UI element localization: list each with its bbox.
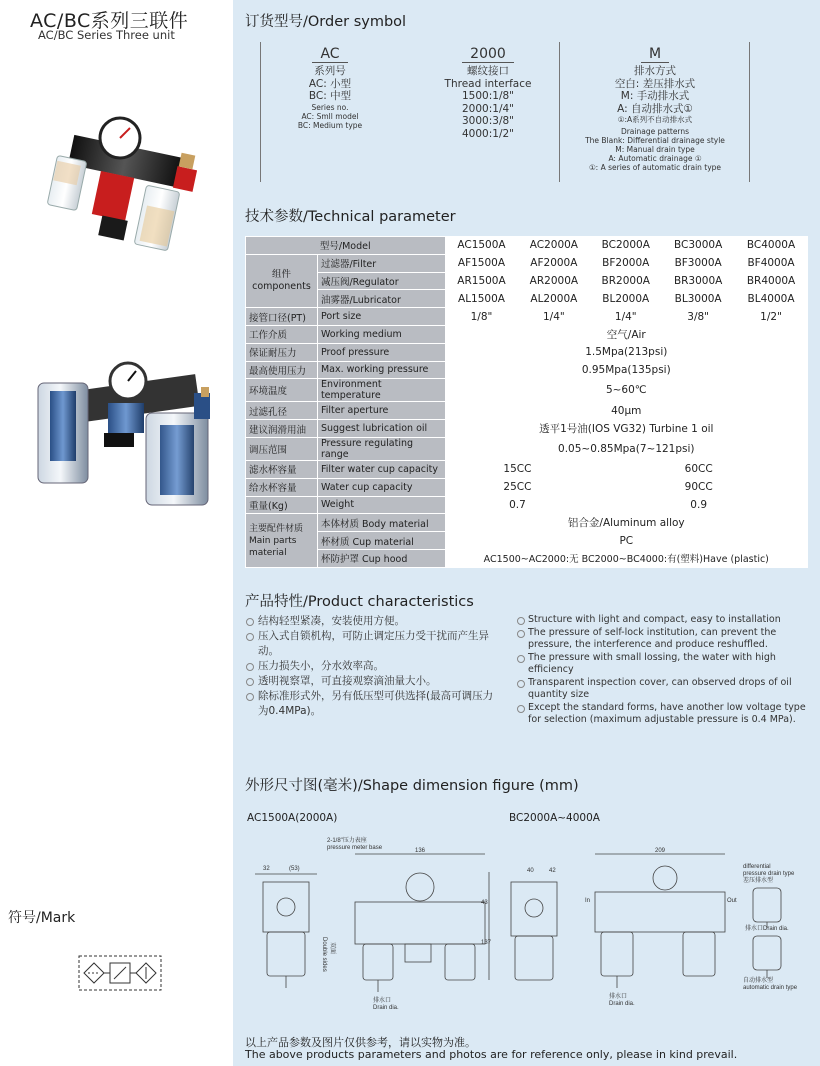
spec-label-cn: 给水杯容量 <box>246 478 318 496</box>
spec-value: 5~60℃ <box>445 379 807 402</box>
spec-value: 40μm <box>445 402 807 420</box>
port-size-cell: 3/8" <box>662 308 735 326</box>
component-cell: BR3000A <box>662 272 735 290</box>
list-item: 除标准形式外，另有低压型可供选择(最高可调压力为0.4MPa)。 <box>245 689 503 719</box>
component-name: 油雾器/Lubricator <box>317 290 445 308</box>
product-subtitle: AC/BC Series Three unit <box>38 28 175 42</box>
mark-label: 符号/Mark <box>8 910 76 926</box>
dim-text: 排水口 <box>609 994 628 1000</box>
list-item: 透明视察罩，可直接观察滴油量大小。 <box>245 674 503 689</box>
component-cell: BF3000A <box>662 254 735 272</box>
spec-label-en: Weight <box>317 496 445 514</box>
dim-text: 40 <box>527 868 534 874</box>
dim-text: 差压排水型 <box>743 878 774 884</box>
material-name: 本体材质 Body material <box>317 514 445 532</box>
dim-text: In <box>585 898 591 904</box>
port-size-cell: 1/8" <box>445 308 518 326</box>
components-label-en: components <box>252 280 311 292</box>
spec-panel <box>233 0 820 1066</box>
order-series-line: 系列号 <box>314 65 346 77</box>
dim-text: 排水口Drain dia. <box>745 926 789 932</box>
component-cell: BF4000A <box>735 254 808 272</box>
pneumatic-symbol-icon <box>78 955 162 995</box>
characteristics-en-list <box>516 614 808 727</box>
material-value: 铝合金/Aluminum alloy <box>445 514 807 532</box>
model-cell: BC4000A <box>735 237 808 255</box>
component-cell: BL2000A <box>590 290 662 308</box>
table-row <box>246 254 808 272</box>
list-item: Structure with light and compact, easy to installation <box>516 614 808 627</box>
order-series-note: AC: Smll model <box>301 111 359 121</box>
technical-table <box>245 236 808 568</box>
dim-text: 43 <box>481 900 488 906</box>
order-thread-line: 4000:1/2" <box>462 127 514 140</box>
table-row <box>246 549 808 567</box>
spec-value: 空气/Air <box>445 325 807 343</box>
order-drain-line: 空白: 差压排水式 <box>614 77 696 90</box>
list-item: Except the standard forms, have another low voltage type for selection (maximum adjustable pressure is 0.4 MPa). <box>516 702 808 727</box>
spec-label-en: Working medium <box>317 325 445 343</box>
table-row <box>246 308 808 326</box>
table-row <box>246 325 808 343</box>
spec-label-cn: 调压范围 <box>246 437 318 460</box>
list-item: 压入式自锁机构，可防止调定压力受干扰而产生异动。 <box>245 629 503 659</box>
order-drain-note: ①: A series of automatic drain type <box>588 163 722 172</box>
spec-label-en: Environment temperature <box>317 379 445 402</box>
spec-label-cn: 工作介质 <box>246 325 318 343</box>
component-cell: BR4000A <box>735 272 808 290</box>
spec-value: 0.95Mpa(135psi) <box>445 361 807 379</box>
order-series-note: BC: Medium type <box>297 120 363 130</box>
order-drain-code: M <box>641 46 669 63</box>
order-drain-note: M: Manual drain type <box>615 145 695 154</box>
order-thread-line: 1500:1/8" <box>462 90 514 102</box>
spec-label-en: Water cup capacity <box>317 478 445 496</box>
spec-label-en: Port size <box>317 308 445 326</box>
dim-text: 排水口 <box>373 998 392 1004</box>
list-item: The pressure of self-lock institution, can prevent the pressure, the interference and produce reshuffled. <box>516 627 808 652</box>
component-cell: AR1500A <box>445 272 518 290</box>
spec-label-cn: 接管口径(PT) <box>246 308 318 326</box>
dim-text: 137 <box>481 940 492 946</box>
spec-value-bc: 0.9 <box>590 496 808 514</box>
materials-label-en: Main parts material <box>249 535 297 558</box>
spec-label-cn: 过滤孔径 <box>246 402 318 420</box>
materials-label <box>246 514 318 567</box>
order-series-column <box>285 46 375 130</box>
spec-label-en: Filter water cup capacity <box>317 460 445 478</box>
table-row <box>246 361 808 379</box>
spec-label-cn: 建议润滑用油 <box>246 420 318 438</box>
spec-label-cn: 滤水杯容量 <box>246 460 318 478</box>
order-thread-line: Thread interface <box>444 77 532 90</box>
spec-label-en: Max. working pressure <box>317 361 445 379</box>
materials-label-cn: 主要配件材质 <box>249 523 304 534</box>
model-cell: AC2000A <box>518 237 590 255</box>
order-thread-line: 3000:3/8" <box>462 115 514 127</box>
component-cell: BL4000A <box>735 290 808 308</box>
component-name: 过滤器/Filter <box>317 254 445 272</box>
dim-text: 双面 <box>329 942 335 955</box>
table-row <box>246 532 808 550</box>
spec-label-en: Proof pressure <box>317 343 445 361</box>
table-row <box>246 343 808 361</box>
order-symbol-title: 订货型号/Order symbol <box>245 14 407 30</box>
dim-text: pressure meter base <box>327 845 383 851</box>
model-cell: BC3000A <box>662 237 735 255</box>
spec-value-bc: 60CC <box>590 460 808 478</box>
order-thread-line: 2000:1/4" <box>462 102 514 115</box>
dim-text: Double sides <box>321 937 327 972</box>
dim-text: 42 <box>549 868 556 874</box>
material-value: AC1500~AC2000:无 BC2000~BC4000:有(塑料)Have (plastic) <box>445 549 807 567</box>
table-row <box>246 237 808 255</box>
material-name: 杯材质 Cup material <box>317 532 445 550</box>
spec-label-en: Suggest lubrication oil <box>317 420 445 438</box>
spec-label-en: Pressure regulating range <box>317 437 445 460</box>
table-row <box>246 402 808 420</box>
dim-text: 2-1/8"压力表座 <box>327 838 367 844</box>
dimension-label-ac: AC1500A(2000A) <box>247 812 338 824</box>
order-drain-note: Drainage patterns <box>620 127 690 136</box>
component-cell: AR2000A <box>518 272 590 290</box>
port-size-cell: 1/4" <box>590 308 662 326</box>
components-label <box>246 254 318 307</box>
table-row <box>246 290 808 308</box>
dimension-drawing-bc <box>505 832 805 1012</box>
model-label: 型号/Model <box>246 237 446 255</box>
characteristics-cn-list <box>245 614 503 719</box>
spec-value-ac: 0.7 <box>445 496 590 514</box>
footnote-cn: 以上产品参数及图片仅供参考，请以实物为准。 <box>245 1036 476 1049</box>
left-column <box>0 0 233 1066</box>
dim-text: Drain dia. <box>609 1001 635 1007</box>
order-thread-code: 2000 <box>462 46 514 63</box>
table-row <box>246 478 808 496</box>
table-row <box>246 514 808 532</box>
dim-text: 209 <box>655 848 666 854</box>
spec-label-cn: 环境温度 <box>246 379 318 402</box>
technical-title: 技术参数/Technical parameter <box>245 209 456 225</box>
order-series-line: AC: 小型 <box>308 77 352 90</box>
spec-value-ac: 25CC <box>445 478 590 496</box>
list-item: Transparent inspection cover, can observed drops of oil quantity size <box>516 677 808 702</box>
order-series-code: AC <box>312 46 347 63</box>
footnote-en: The above products parameters and photos are for reference only, please in kind prevail. <box>245 1048 738 1061</box>
port-size-cell: 1/4" <box>518 308 590 326</box>
component-cell: BF2000A <box>590 254 662 272</box>
component-cell: AF2000A <box>518 254 590 272</box>
product-photo-bc-series <box>8 353 228 508</box>
component-cell: BL3000A <box>662 290 735 308</box>
components-label-cn: 组件 <box>271 268 291 280</box>
dimension-label-bc: BC2000A~4000A <box>509 812 600 824</box>
order-drain-note: ①:A系列不自动排水式 <box>617 115 693 124</box>
model-cell: BC2000A <box>590 237 662 255</box>
order-drain-line: M: 手动排水式 <box>620 90 690 102</box>
table-row <box>246 496 808 514</box>
order-drain-column <box>570 46 740 172</box>
order-thread-line: 螺纹接口 <box>467 65 509 77</box>
order-drain-note: The Blank: Differential drainage style <box>585 136 725 145</box>
list-item: 结构轻型紧凑，安装使用方便。 <box>245 614 503 629</box>
order-drain-line: 排水方式 <box>634 65 676 77</box>
table-row <box>246 460 808 478</box>
spec-value: 透平1号油(IOS VG32) Turbine 1 oil <box>445 420 807 438</box>
spec-value: 1.5Mpa(213psi) <box>445 343 807 361</box>
dim-text: Drain dia. <box>373 1005 399 1011</box>
component-cell: AF1500A <box>445 254 518 272</box>
model-cell: AC1500A <box>445 237 518 255</box>
spec-label-en: Filter aperture <box>317 402 445 420</box>
dim-text: Out <box>727 898 737 904</box>
spec-label-cn: 最高使用压力 <box>246 361 318 379</box>
order-thread-column <box>438 46 538 140</box>
characteristics-title: 产品特性/Product characteristics <box>245 594 474 610</box>
dim-text: pressure drain type <box>743 871 795 877</box>
material-name: 杯防护罩 Cup hood <box>317 549 445 567</box>
spec-value: 0.05~0.85Mpa(7~121psi) <box>445 437 807 460</box>
component-cell: BR2000A <box>590 272 662 290</box>
table-row <box>246 272 808 290</box>
dim-text: (53) <box>289 866 300 872</box>
dimension-drawing-ac <box>245 832 495 1012</box>
order-series-line: BC: 中型 <box>308 90 352 102</box>
dimension-title: 外形尺寸图(毫米)/Shape dimension figure (mm) <box>245 778 579 794</box>
table-row <box>246 379 808 402</box>
dim-text: 136 <box>415 848 426 854</box>
spec-label-cn: 重量(Kg) <box>246 496 318 514</box>
order-drain-note: A: Automatic drainage ① <box>608 154 702 163</box>
table-row <box>246 437 808 460</box>
order-drain-line: A: 自动排水式① <box>617 102 693 115</box>
product-photo-ac-series <box>30 108 220 288</box>
spec-value-bc: 90CC <box>590 478 808 496</box>
component-cell: AL2000A <box>518 290 590 308</box>
component-name: 减压阀/Regulator <box>317 272 445 290</box>
dim-text: automatic drain type <box>743 985 798 991</box>
component-cell: AL1500A <box>445 290 518 308</box>
list-item: 压力损失小，分水效率高。 <box>245 659 503 674</box>
order-series-note: Series no. <box>311 102 349 112</box>
material-value: PC <box>445 532 807 550</box>
product-title: AC/BC系列三联件 <box>30 10 189 32</box>
dim-text: 32 <box>263 866 270 872</box>
list-item: The pressure with small lossing, the water with high efficiency <box>516 652 808 677</box>
dim-text: differential <box>743 864 771 870</box>
port-size-cell: 1/2" <box>735 308 808 326</box>
table-row <box>246 420 808 438</box>
dim-text: 自动排水型 <box>743 978 774 984</box>
spec-value-ac: 15CC <box>445 460 590 478</box>
spec-label-cn: 保证耐压力 <box>246 343 318 361</box>
